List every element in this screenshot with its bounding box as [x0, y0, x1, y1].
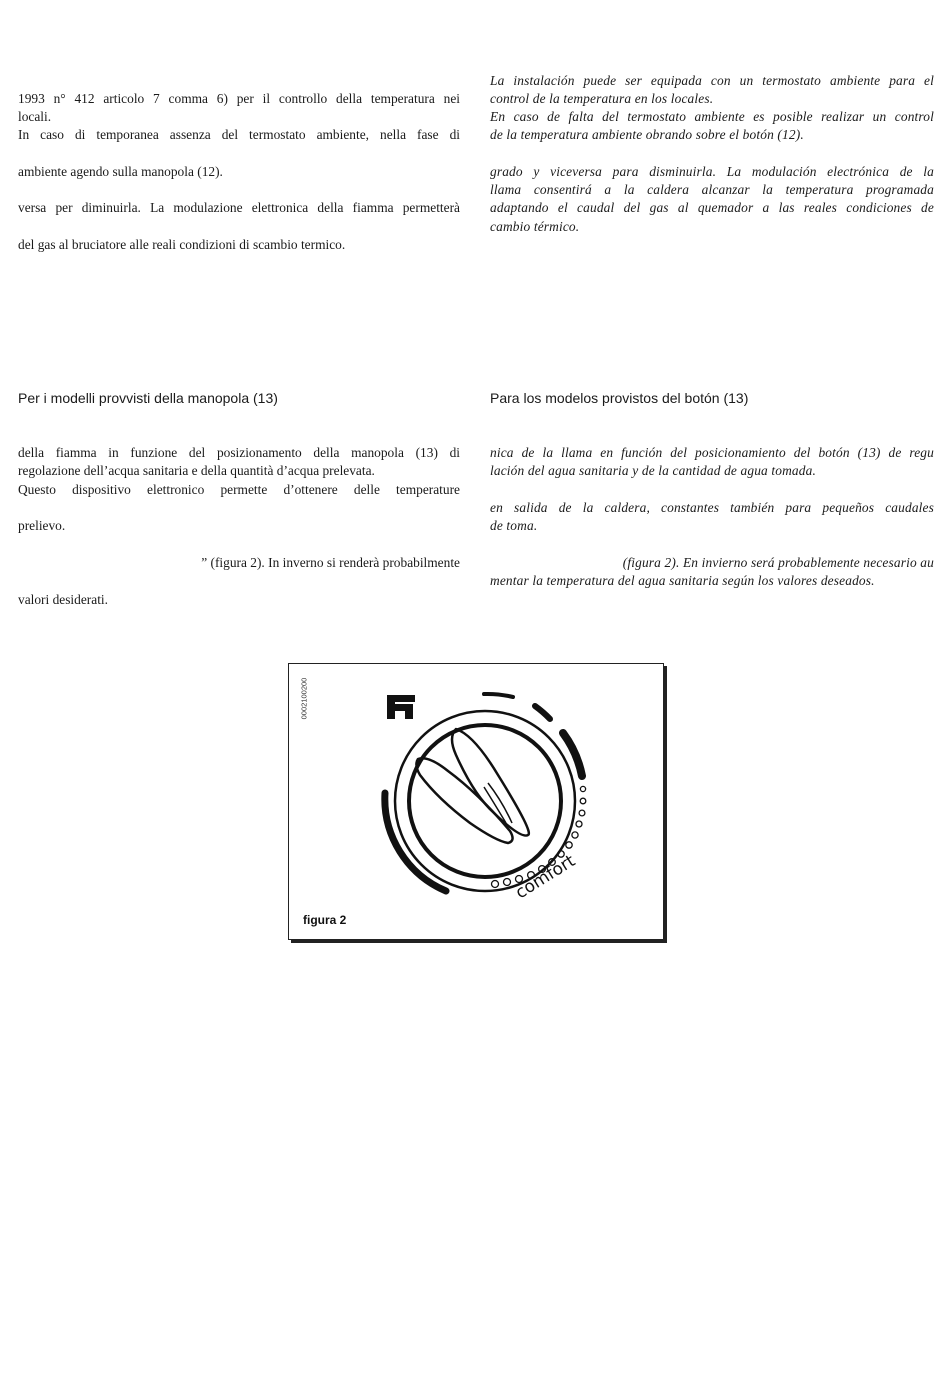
text-line: La instalación puede ser equipada con un termostato ambiente para el [490, 73, 934, 88]
text-line: en salida de la caldera, constantes también para pequeños caudales [490, 500, 934, 515]
text-line: versa per diminuirla. La modulazione elettronica della fiamma permetterà [18, 200, 460, 215]
section-heading: Per i modelli provvisti della manopola (13) [18, 390, 278, 406]
text-line: In caso di temporanea assenza del termostato ambiente, nella fase di [18, 127, 460, 142]
figure-caption: figura 2 [303, 913, 347, 927]
text-line: grado y viceversa para disminuirla. La modulación electrónica de la [490, 164, 934, 179]
temperature-dial-illustration [288, 663, 664, 940]
text-line: regolazione dell’acqua sanitaria e della quantità d’acqua prelevata. [18, 463, 375, 478]
text-line: lación del agua sanitaria y de la cantidad de agua tomada. [490, 463, 816, 478]
text-line: valori desiderati. [18, 592, 108, 607]
text-line: (figura 2). En invierno será probablemente necesario au [622, 555, 934, 570]
text-line: de la temperatura ambiente obrando sobre el botón (12). [490, 127, 804, 142]
faucet-icon [387, 695, 415, 719]
text-line: locali. [18, 109, 52, 124]
text-line: della fiamma in funzione del posizionamento della manopola (13) di [18, 445, 460, 460]
text-line: nica de la llama en función del posicionamiento del botón (13) de regu [490, 445, 934, 460]
figure-code: 0002100200 [299, 677, 309, 720]
text-line: 1993 n° 412 articolo 7 comma 6) per il controllo della temperatura nei [18, 91, 460, 106]
text-line: ambiente agendo sulla manopola (12). [18, 164, 223, 179]
text-line: En caso de falta del termostato ambiente es posible realizar un control [490, 109, 934, 124]
comfort-label: comfort [512, 851, 579, 904]
text-line: llama consentirá a la caldera alcanzar la temperatura programada [490, 182, 934, 197]
text-line: control de la temperatura en los locales. [490, 91, 714, 106]
text-line: adaptando el caudal del gas al quemador a las reales condiciones de [490, 200, 934, 215]
text-line: del gas al bruciatore alle reali condizioni di scambio termico. [18, 237, 346, 252]
text-line: cambio térmico. [490, 219, 580, 234]
text-line: Questo dispositivo elettronico permette d’ottenere delle temperature [18, 482, 460, 497]
text-line: mentar la temperatura del agua sanitaria según los valores deseados. [490, 573, 875, 588]
text-line: ” (figura 2). In inverno si renderà probabilmente [201, 555, 460, 570]
text-line: prelievo. [18, 518, 66, 533]
text-line: de toma. [490, 518, 538, 533]
dial-knob [409, 725, 561, 877]
section-heading: Para los modelos provistos del botón (13) [490, 390, 749, 406]
